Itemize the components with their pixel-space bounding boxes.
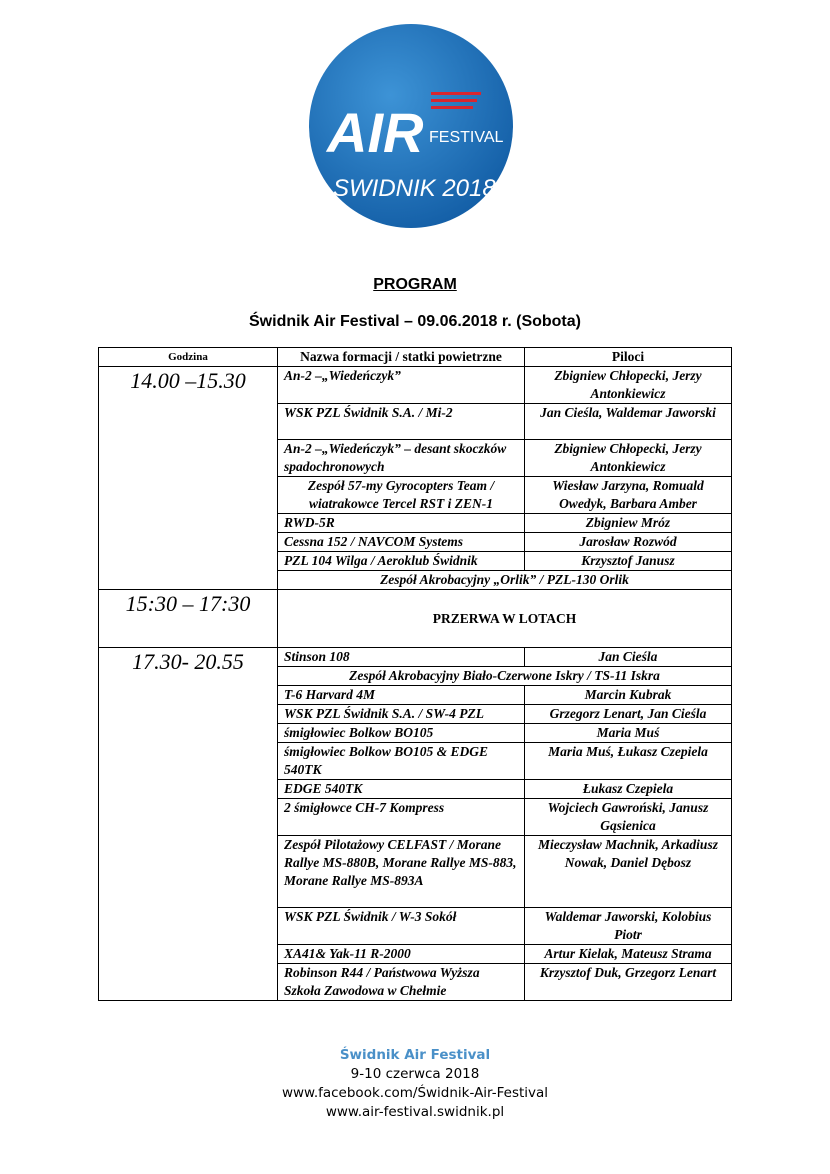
pilots-cell: Krzysztof Duk, Grzegorz Lenart (525, 964, 732, 1001)
pilots-cell: Zbigniew Chłopecki, Jerzy Antonkiewicz (525, 367, 732, 404)
footer-facebook-link[interactable]: www.facebook.com/Świdnik-Air-Festival (281, 1085, 549, 1101)
pilots-cell: Zbigniew Chłopecki, Jerzy Antonkiewicz (525, 440, 732, 477)
column-header: Piloci (525, 348, 732, 367)
footer-dates: 9-10 czerwca 2018 (350, 1066, 480, 1082)
aircraft-cell: 2 śmigłowce CH-7 Kompress (278, 799, 525, 836)
aircraft-cell: Zespół 57-my Gyrocopters Team / wiatrakowce Tercel RST i ZEN-1 (278, 477, 525, 514)
page-title: PROGRAM (373, 276, 457, 293)
footer-event-name: Świdnik Air Festival (339, 1047, 491, 1063)
pilots-cell: Maria Muś, Łukasz Czepiela (525, 743, 732, 780)
column-header: Nazwa formacji / statki powietrzne (278, 348, 525, 367)
time-slot: 17.30- 20.55 (99, 648, 278, 1001)
aircraft-cell: WSK PZL Świdnik / W-3 Sokół (278, 908, 525, 945)
break-label: PRZERWA W LOTACH (278, 590, 732, 648)
aircraft-cell: WSK PZL Świdnik S.A. / SW-4 PZL (278, 705, 525, 724)
pilots-cell: Grzegorz Lenart, Jan Cieśla (525, 705, 732, 724)
table-row (99, 590, 732, 648)
page-subtitle: Świdnik Air Festival – 09.06.2018 r. (Sobota) (249, 313, 581, 330)
time-slot: 15:30 – 17:30 (99, 590, 278, 648)
pilots-cell: Maria Muś (525, 724, 732, 743)
pilots-cell: Zbigniew Mróz (525, 514, 732, 533)
aircraft-cell: Cessna 152 / NAVCOM Systems (278, 533, 525, 552)
pilots-cell: Jan Cieśla, Waldemar Jaworski (525, 404, 732, 440)
pilots-cell: Jarosław Rozwód (525, 533, 732, 552)
pilots-cell: Artur Kielak, Mateusz Strama (525, 945, 732, 964)
pilots-cell: Wiesław Jarzyna, Romuald Owedyk, Barbara Amber (525, 477, 732, 514)
footer-website-link[interactable]: www.air-festival.swidnik.pl (325, 1104, 505, 1120)
aircraft-cell: An-2 –„Wiedeńczyk” – desant skoczków spadochronowych (278, 440, 525, 477)
logo-text-swidnik: SWIDNIK 2018 (333, 175, 496, 202)
pilots-cell: Marcin Kubrak (525, 686, 732, 705)
pilots-cell: Krzysztof Janusz (525, 552, 732, 571)
table-header-row (99, 348, 732, 367)
formation-cell: Zespół Akrobacyjny „Orlik” / PZL-130 Orlik (278, 571, 732, 590)
pilots-cell: Wojciech Gawroński, Janusz Gąsienica (525, 799, 732, 836)
table-row (99, 648, 732, 667)
column-header: Godzina (99, 348, 278, 367)
aircraft-cell: T-6 Harvard 4M (278, 686, 525, 705)
aircraft-cell: EDGE 540TK (278, 780, 525, 799)
time-slot: 14.00 –15.30 (99, 367, 278, 590)
aircraft-cell: Zespół Pilotażowy CELFAST / Morane Rallye MS-880B, Morane Rallye MS-883, Morane Rallye MS-893A (278, 836, 525, 908)
pilots-cell: Jan Cieśla (525, 648, 732, 667)
aircraft-cell: PZL 104 Wilga / Aeroklub Świdnik (278, 552, 525, 571)
aircraft-cell: Robinson R44 / Państwowa Wyższa Szkoła Zawodowa w Chełmie (278, 964, 525, 1001)
aircraft-cell: WSK PZL Świdnik S.A. / Mi-2 (278, 404, 525, 440)
formation-cell: Zespół Akrobacyjny Biało-Czerwone Iskry / TS-11 Iskra (278, 667, 732, 686)
pilots-cell: Mieczysław Machnik, Arkadiusz Nowak, Daniel Dębosz (525, 836, 732, 908)
aircraft-cell: śmigłowiec Bolkow BO105 (278, 724, 525, 743)
aircraft-cell: XA41& Yak-11 R-2000 (278, 945, 525, 964)
logo-text-air: AIR (327, 101, 424, 164)
aircraft-cell: RWD-5R (278, 514, 525, 533)
aircraft-cell: Stinson 108 (278, 648, 525, 667)
pilots-cell: Łukasz Czepiela (525, 780, 732, 799)
pilots-cell: Waldemar Jaworski, Kolobius Piotr (525, 908, 732, 945)
footer (0, 1046, 830, 1142)
program-table (98, 347, 732, 1001)
aircraft-cell: An-2 –„Wiedeńczyk” (278, 367, 525, 404)
table-row (99, 367, 732, 404)
logo-text-festival: FESTIVAL (429, 129, 504, 146)
aircraft-cell: śmigłowiec Bolkow BO105 & EDGE 540TK (278, 743, 525, 780)
